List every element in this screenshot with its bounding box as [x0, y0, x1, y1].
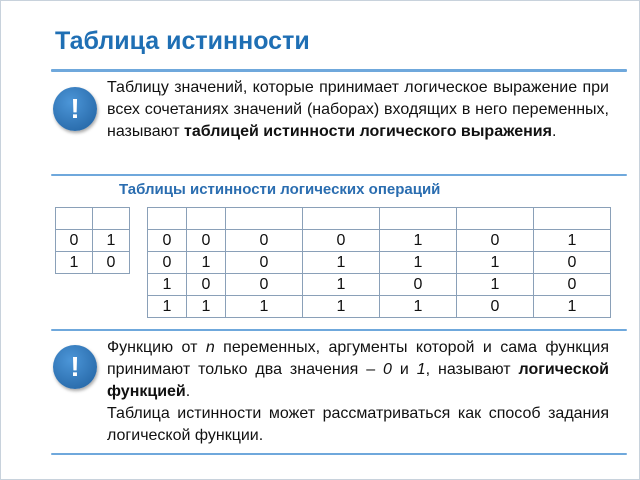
table-cell: 0 [226, 252, 303, 274]
table-row [56, 230, 130, 252]
table-row [148, 296, 611, 318]
table-header-row [148, 208, 611, 230]
table-cell: 0 [457, 230, 534, 252]
operations-truth-table [147, 207, 611, 318]
exclamation-icon: ! [53, 345, 97, 389]
header-cell [226, 208, 303, 230]
definition-text: Таблицу значений, которые принимает логическое выражение при всех сочетаниях значений (наборах) входящих в него переменных, называют [107, 79, 609, 140]
table-cell: 0 [380, 274, 457, 296]
table-cell: 1 [380, 252, 457, 274]
header-cell [303, 208, 380, 230]
table-cell: 1 [148, 274, 187, 296]
function-text: переменных, аргументы которой и сама функция принимают только два значения – [107, 339, 609, 378]
function-term: логической функцией [107, 361, 610, 400]
header-cell [148, 208, 187, 230]
header-cell [93, 208, 130, 230]
method-paragraph: Таблица истинности может рассматриваться как способ задания логической функции. [107, 405, 609, 444]
table-cell: 0 [534, 252, 611, 274]
table-cell: 1 [148, 296, 187, 318]
definition-term: таблицей истинности логического выражения [184, 123, 552, 140]
table-cell: 0 [187, 274, 226, 296]
value-one: 1 [416, 361, 426, 378]
table-cell: 0 [457, 296, 534, 318]
table-cell: 0 [187, 230, 226, 252]
table-cell: 1 [380, 230, 457, 252]
table-cell: 1 [457, 274, 534, 296]
header-cell [187, 208, 226, 230]
middle-divider [51, 174, 627, 176]
table-cell: 1 [187, 252, 226, 274]
definition-period: . [551, 123, 557, 140]
table-row [148, 274, 611, 296]
function-text: , называют [425, 361, 519, 378]
function-text: Функцию от [107, 339, 206, 356]
table-cell: 0 [148, 230, 187, 252]
function-paragraph [107, 337, 609, 403]
page-title: Таблица истинности [55, 27, 310, 55]
exclamation-icon: ! [53, 87, 97, 131]
table-cell: 1 [457, 252, 534, 274]
table-cell: 1 [303, 274, 380, 296]
table-cell: 1 [534, 296, 611, 318]
table-cell: 0 [534, 274, 611, 296]
function-period: . [185, 383, 191, 400]
variable-n: n [205, 339, 215, 356]
table-row [148, 230, 611, 252]
table-header-row [56, 208, 130, 230]
table-cell: 1 [380, 296, 457, 318]
table-cell: 1 [187, 296, 226, 318]
bottom-divider [51, 453, 627, 455]
table-cell: 0 [93, 252, 130, 274]
table-cell: 0 [303, 230, 380, 252]
table-row [56, 252, 130, 274]
definition-paragraph [107, 77, 609, 143]
header-cell [56, 208, 93, 230]
table-row [148, 252, 611, 274]
tables-subtitle: Таблицы истинности логических операций [119, 181, 441, 198]
table-cell: 0 [226, 274, 303, 296]
value-zero: 0 [383, 361, 392, 378]
table-cell: 1 [534, 230, 611, 252]
function-text: и [391, 361, 417, 378]
header-cell [534, 208, 611, 230]
top-divider [51, 69, 627, 72]
table-cell: 1 [303, 296, 380, 318]
table-cell: 1 [303, 252, 380, 274]
not-truth-table [55, 207, 130, 274]
lower-divider [51, 329, 627, 331]
header-cell [457, 208, 534, 230]
table-cell: 1 [93, 230, 130, 252]
table-cell: 0 [56, 230, 93, 252]
table-cell: 0 [148, 252, 187, 274]
header-cell [380, 208, 457, 230]
table-cell: 1 [56, 252, 93, 274]
table-cell: 0 [226, 230, 303, 252]
table-cell: 1 [226, 296, 303, 318]
